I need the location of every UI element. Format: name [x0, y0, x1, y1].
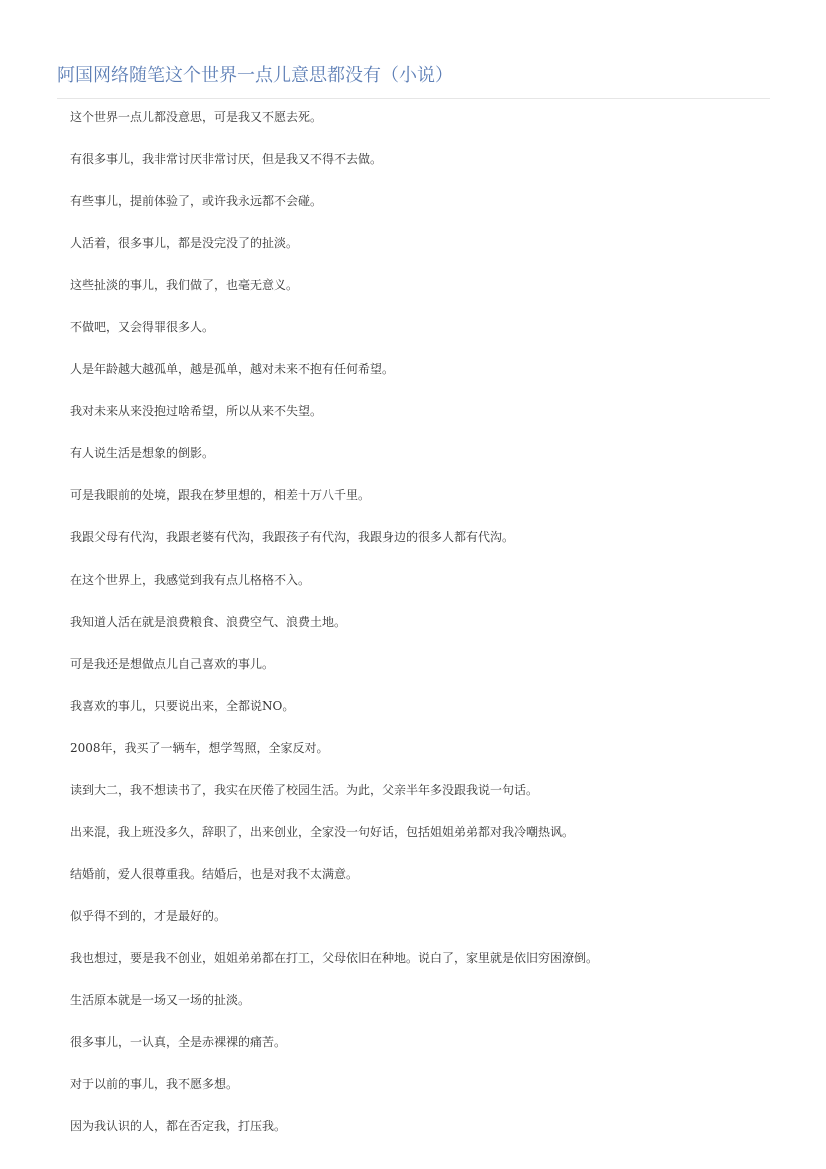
paragraph: 不做吧，又会得罪很多人。 [70, 320, 215, 335]
title-divider [57, 98, 770, 99]
paragraph: 2008年，我买了一辆车，想学驾照，全家反对。 [70, 740, 329, 755]
paragraph: 生活原本就是一场又一场的扯淡。 [70, 992, 251, 1007]
document-body [70, 107, 770, 1158]
paragraph: 读到大二，我不想读书了，我实在厌倦了校园生活。为此，父亲半年多没跟我说一句话。 [70, 782, 539, 797]
paragraph: 这些扯淡的事儿，我们做了，也毫无意义。 [70, 278, 299, 293]
paragraph: 我跟父母有代沟，我跟老婆有代沟，我跟孩子有代沟，我跟身边的很多人都有代沟。 [70, 530, 515, 545]
paragraph: 对于以前的事儿，我不愿多想。 [70, 1077, 239, 1092]
paragraph: 在这个世界上，我感觉到我有点儿格格不入。 [70, 572, 311, 587]
paragraph: 我知道人活在就是浪费粮食、浪费空气、浪费土地。 [70, 614, 347, 629]
paragraph: 这个世界一点儿都没意思，可是我又不愿去死。 [70, 110, 323, 124]
paragraph: 有些事儿，提前体验了，或许我永远都不会碰。 [70, 194, 323, 209]
paragraph: 我对未来从来没抱过啥希望，所以从来不失望。 [70, 404, 323, 419]
paragraph: 人活着，很多事儿，都是没完没了的扯淡。 [70, 236, 299, 251]
paragraph: 有很多事儿，我非常讨厌非常讨厌，但是我又不得不去做。 [70, 152, 383, 167]
paragraph: 似乎得不到的，才是最好的。 [70, 908, 227, 923]
paragraph: 因为我认识的人，都在否定我，打压我。 [70, 1119, 287, 1134]
paragraph: 结婚前，爱人很尊重我。结婚后，也是对我不太满意。 [70, 866, 359, 881]
document-title: 阿国网络随笔这个世界一点儿意思都没有（小说） [57, 65, 453, 86]
paragraph: 出来混，我上班没多久，辞职了，出来创业，全家没一句好话，包括姐姐弟弟都对我冷嘲热讽。 [70, 824, 575, 839]
paragraph: 可是我还是想做点儿自己喜欢的事儿。 [70, 656, 275, 671]
paragraph: 人是年龄越大越孤单，越是孤单，越对未来不抱有任何希望。 [70, 362, 395, 377]
paragraph: 我也想过，要是我不创业，姐姐弟弟都在打工，父母依旧在种地。说白了，家里就是依旧穷困潦倒。 [70, 950, 599, 965]
paragraph: 很多事儿，一认真，全是赤裸裸的痛苦。 [70, 1035, 287, 1050]
paragraph: 可是我眼前的处境，跟我在梦里想的，相差十万八千里。 [70, 488, 371, 503]
paragraph: 我喜欢的事儿，只要说出来，全都说NO。 [70, 698, 295, 713]
paragraph: 有人说生活是想象的倒影。 [70, 446, 215, 461]
